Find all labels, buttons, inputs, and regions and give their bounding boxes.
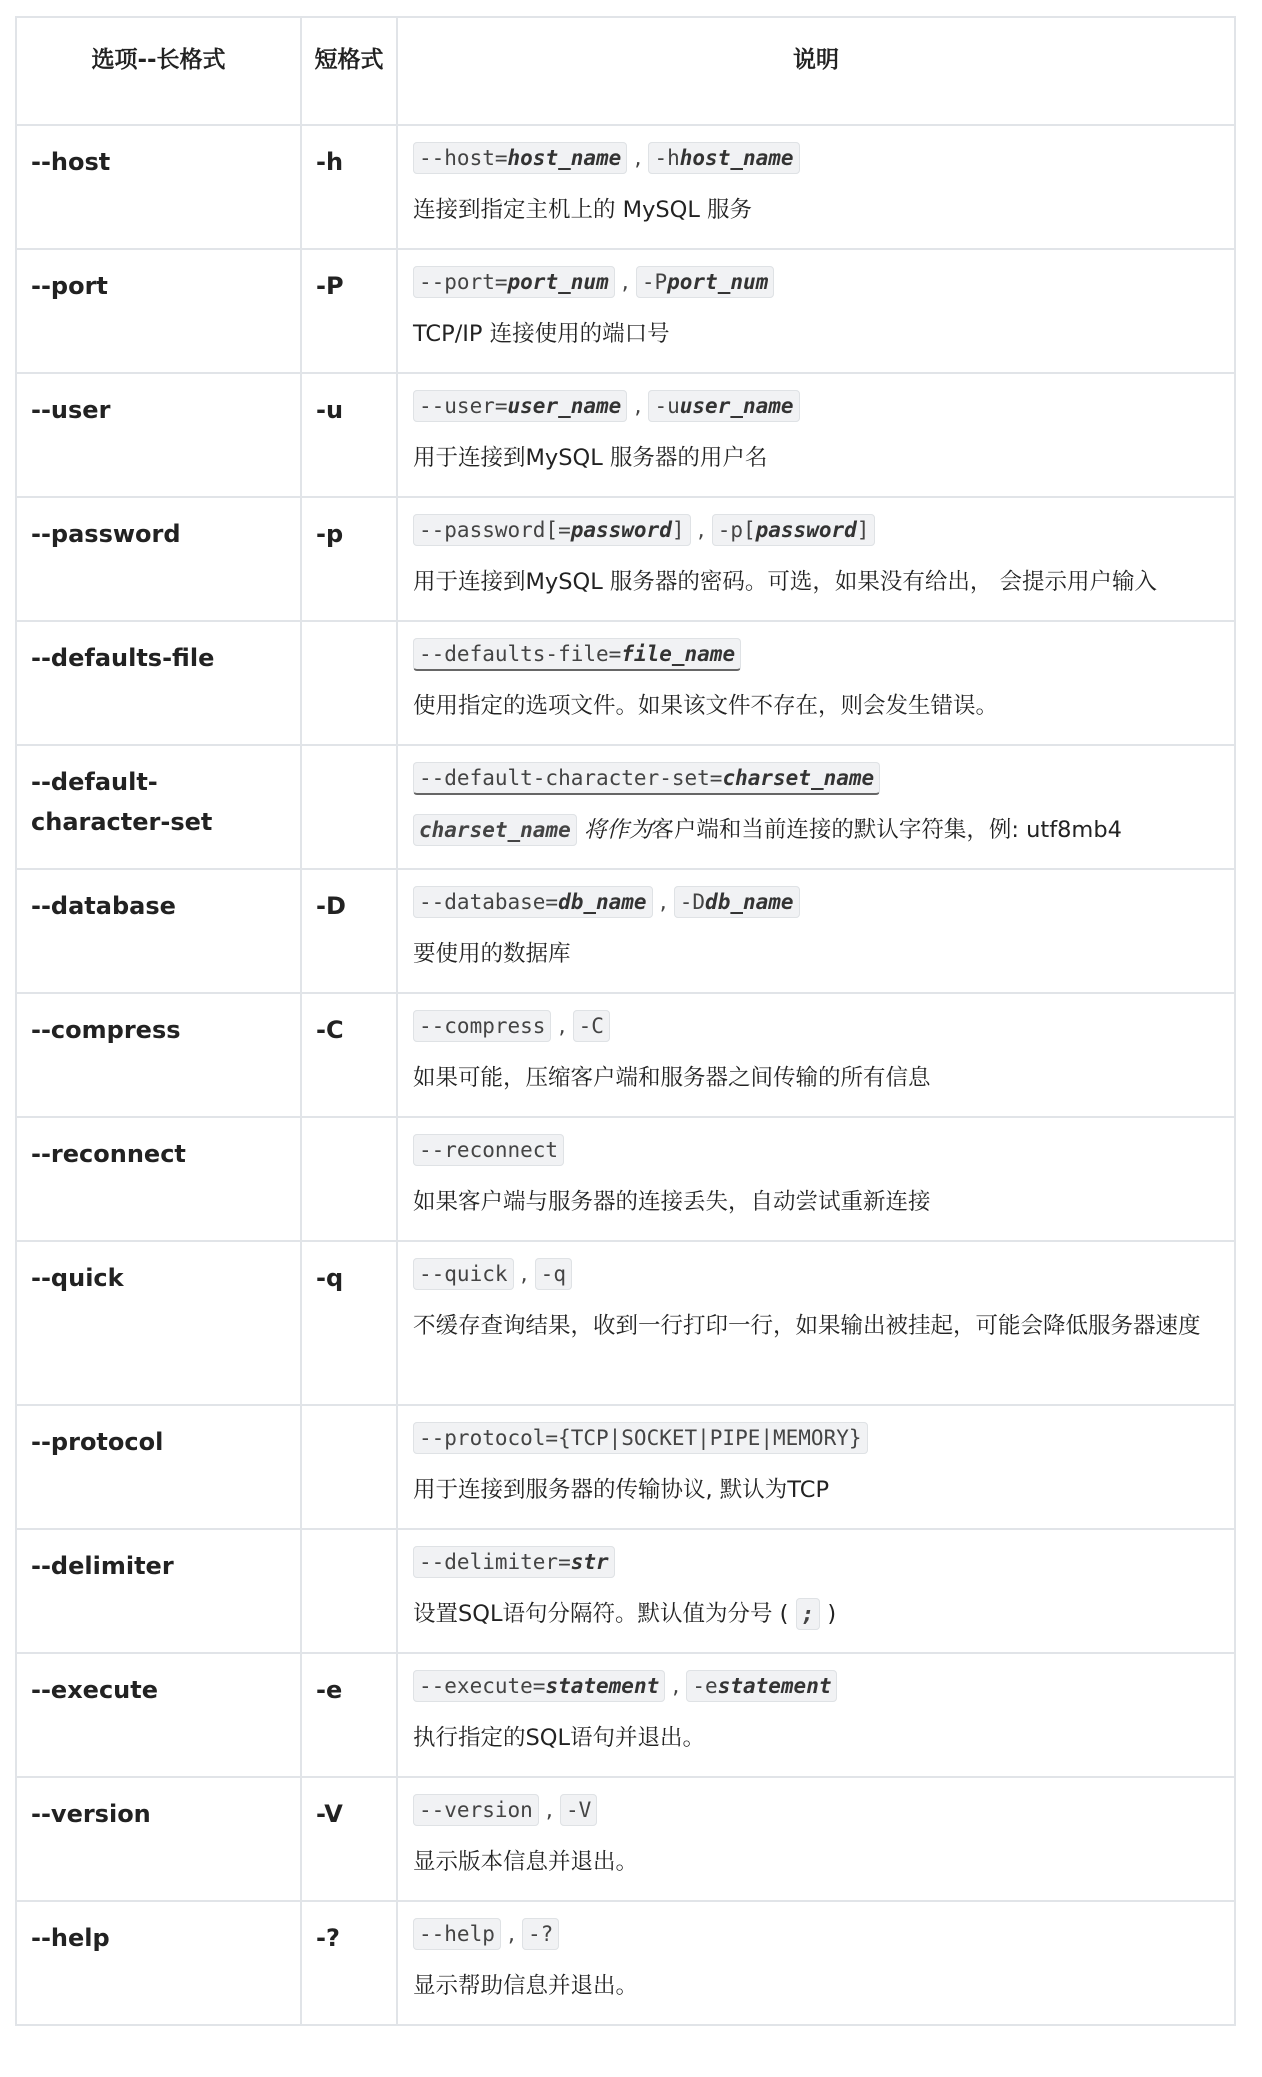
header-long-format: 选项--长格式 bbox=[16, 17, 301, 125]
syntax-code bbox=[413, 514, 691, 546]
syntax-argument: user_name bbox=[679, 394, 794, 418]
option-description bbox=[413, 1966, 1220, 2006]
option-short-cell: -e bbox=[301, 1653, 397, 1777]
table-row bbox=[16, 621, 1235, 745]
description-text: ) bbox=[820, 1601, 837, 1627]
option-syntax bbox=[413, 1006, 1220, 1046]
syntax-suffix: ] bbox=[856, 518, 870, 542]
option-long-cell: --compress bbox=[16, 993, 301, 1117]
option-description bbox=[413, 314, 1220, 354]
option-description bbox=[413, 1182, 1220, 1222]
table-row bbox=[16, 1529, 1235, 1653]
option-syntax bbox=[413, 386, 1220, 426]
syntax-argument: user_name bbox=[507, 394, 622, 418]
syntax-separator: , bbox=[672, 1673, 680, 1699]
option-description-cell bbox=[397, 869, 1235, 993]
option-long-cell: --database bbox=[16, 869, 301, 993]
syntax-code bbox=[413, 1258, 514, 1290]
syntax-argument: db_name bbox=[558, 890, 647, 914]
syntax-argument: statement bbox=[717, 1674, 832, 1698]
option-long-cell: --user bbox=[16, 373, 301, 497]
option-short-cell bbox=[301, 1529, 397, 1653]
option-syntax bbox=[413, 1666, 1220, 1706]
option-short-cell: -h bbox=[301, 125, 397, 249]
option-long-cell: --host bbox=[16, 125, 301, 249]
option-description-cell bbox=[397, 1653, 1235, 1777]
option-long-cell: --port bbox=[16, 249, 301, 373]
syntax-flag: -D bbox=[679, 890, 706, 914]
option-description bbox=[413, 190, 1220, 230]
syntax-flag: --quick bbox=[419, 1262, 508, 1286]
table-row bbox=[16, 1777, 1235, 1901]
description-text: 将作为 bbox=[576, 817, 652, 843]
option-syntax bbox=[413, 758, 1220, 798]
syntax-flag: -q bbox=[540, 1262, 566, 1286]
table-row bbox=[16, 1117, 1235, 1241]
syntax-code bbox=[413, 1010, 551, 1042]
table-row bbox=[16, 1901, 1235, 2025]
option-syntax bbox=[413, 138, 1220, 178]
header-short-format: 短格式 bbox=[301, 17, 397, 125]
syntax-flag: --version bbox=[419, 1798, 533, 1822]
description-text: 显示版本信息并退出。 bbox=[413, 1849, 639, 1875]
table-row bbox=[16, 373, 1235, 497]
option-description bbox=[413, 1470, 1220, 1510]
description-text: 设置SQL语句分隔符。默认值为分号 ( bbox=[413, 1601, 796, 1627]
option-long-cell: --protocol bbox=[16, 1405, 301, 1529]
option-short-cell bbox=[301, 1117, 397, 1241]
syntax-flag: --protocol={TCP|SOCKET|PIPE|MEMORY} bbox=[419, 1426, 862, 1450]
syntax-separator: , bbox=[621, 269, 629, 295]
table-row bbox=[16, 1405, 1235, 1529]
table-row bbox=[16, 1241, 1235, 1405]
option-description bbox=[413, 1842, 1220, 1882]
syntax-separator: , bbox=[507, 1921, 516, 1947]
option-long-cell: --execute bbox=[16, 1653, 301, 1777]
table-row bbox=[16, 745, 1235, 869]
syntax-code bbox=[413, 1546, 615, 1578]
option-syntax bbox=[413, 1418, 1220, 1458]
syntax-code bbox=[413, 886, 653, 918]
option-description bbox=[413, 1058, 1220, 1098]
syntax-separator: , bbox=[558, 1013, 566, 1039]
syntax-code bbox=[522, 1918, 559, 1950]
description-text: 客户端和当前连接的默认字符集，例: utf8mb4 bbox=[651, 817, 1122, 843]
syntax-separator: , bbox=[697, 517, 705, 543]
options-table-container bbox=[15, 16, 1234, 2026]
syntax-argument: host_name bbox=[507, 146, 622, 170]
inline-code: charset_name bbox=[413, 814, 577, 846]
option-long-cell: --help bbox=[16, 1901, 301, 2025]
option-description-cell bbox=[397, 745, 1235, 869]
table-row bbox=[16, 249, 1235, 373]
option-description-cell bbox=[397, 1117, 1235, 1241]
syntax-flag: -V bbox=[565, 1798, 592, 1822]
syntax-code bbox=[413, 1918, 501, 1950]
option-syntax bbox=[413, 1790, 1220, 1830]
option-description-cell bbox=[397, 621, 1235, 745]
option-description-cell bbox=[397, 1529, 1235, 1653]
option-description bbox=[413, 438, 1220, 478]
syntax-argument: file_name bbox=[621, 642, 736, 666]
option-short-cell: -C bbox=[301, 993, 397, 1117]
syntax-flag: -p[ bbox=[717, 518, 756, 542]
syntax-flag: --port= bbox=[419, 270, 508, 294]
option-syntax bbox=[413, 1254, 1220, 1294]
syntax-flag: --execute= bbox=[419, 1674, 546, 1698]
option-long-cell: --password bbox=[16, 497, 301, 621]
option-short-cell: -V bbox=[301, 1777, 397, 1901]
option-description-cell bbox=[397, 1777, 1235, 1901]
option-description-cell bbox=[397, 1405, 1235, 1529]
syntax-code bbox=[648, 390, 799, 422]
syntax-argument: password bbox=[755, 518, 857, 542]
syntax-code bbox=[413, 762, 880, 795]
description-text: 要使用的数据库 bbox=[413, 941, 571, 967]
description-text: 使用指定的选项文件。如果该文件不存在，则会发生错误。 bbox=[413, 693, 999, 719]
syntax-code bbox=[413, 142, 627, 174]
option-syntax bbox=[413, 634, 1220, 674]
option-long-cell: --reconnect bbox=[16, 1117, 301, 1241]
syntax-code bbox=[413, 1670, 665, 1702]
option-short-cell: -q bbox=[301, 1241, 397, 1405]
option-short-cell bbox=[301, 745, 397, 869]
syntax-argument: statement bbox=[545, 1674, 660, 1698]
syntax-separator: , bbox=[520, 1261, 528, 1287]
syntax-flag: --reconnect bbox=[419, 1138, 559, 1162]
syntax-flag: -? bbox=[528, 1922, 554, 1946]
description-text: 用于连接到服务器的传输协议, 默认为TCP bbox=[413, 1477, 830, 1503]
syntax-flag: --defaults-file= bbox=[419, 642, 622, 666]
table-row bbox=[16, 869, 1235, 993]
syntax-flag: --default-character-set= bbox=[419, 766, 723, 790]
option-short-cell bbox=[301, 1405, 397, 1529]
option-long-cell: --version bbox=[16, 1777, 301, 1901]
syntax-code bbox=[636, 266, 774, 298]
syntax-flag: --delimiter= bbox=[419, 1550, 571, 1574]
syntax-flag: -P bbox=[641, 270, 668, 294]
option-short-cell: -p bbox=[301, 497, 397, 621]
description-text: TCP/IP 连接使用的端口号 bbox=[413, 321, 670, 347]
option-description-cell bbox=[397, 249, 1235, 373]
syntax-code bbox=[573, 1010, 610, 1042]
option-long-cell: --delimiter bbox=[16, 1529, 301, 1653]
option-description-cell bbox=[397, 1241, 1235, 1405]
description-text: 连接到指定主机上的 MySQL 服务 bbox=[413, 197, 753, 223]
option-syntax bbox=[413, 510, 1220, 550]
option-syntax bbox=[413, 262, 1220, 302]
syntax-flag: -u bbox=[654, 394, 680, 418]
option-short-cell: -D bbox=[301, 869, 397, 993]
option-description-cell bbox=[397, 993, 1235, 1117]
syntax-code bbox=[686, 1670, 837, 1702]
option-syntax bbox=[413, 882, 1220, 922]
option-description-cell bbox=[397, 1901, 1235, 2025]
syntax-flag: --compress bbox=[419, 1014, 546, 1038]
syntax-argument: charset_name bbox=[722, 766, 875, 790]
syntax-separator: , bbox=[634, 393, 642, 419]
syntax-flag: --password[= bbox=[419, 518, 571, 542]
description-text: 如果可能，压缩客户端和服务器之间传输的所有信息 bbox=[413, 1065, 931, 1091]
option-description bbox=[413, 686, 1220, 726]
syntax-code bbox=[413, 1422, 868, 1454]
syntax-code bbox=[413, 390, 627, 422]
description-text: 如果客户端与服务器的连接丢失，自动尝试重新连接 bbox=[413, 1189, 931, 1215]
syntax-flag: -e bbox=[692, 1674, 718, 1698]
option-description bbox=[413, 1306, 1220, 1346]
syntax-code bbox=[535, 1258, 572, 1290]
syntax-code bbox=[413, 638, 741, 671]
option-long-cell: --quick bbox=[16, 1241, 301, 1405]
syntax-separator: , bbox=[634, 145, 642, 171]
option-syntax bbox=[413, 1130, 1220, 1170]
option-short-cell bbox=[301, 621, 397, 745]
option-description bbox=[413, 1718, 1220, 1758]
syntax-flag: --database= bbox=[419, 890, 559, 914]
table-body bbox=[16, 125, 1235, 2025]
inline-code: ; bbox=[796, 1598, 821, 1630]
syntax-code bbox=[413, 1134, 564, 1166]
syntax-argument: port_num bbox=[507, 270, 609, 294]
syntax-flag: --help bbox=[419, 1922, 495, 1946]
syntax-argument: str bbox=[570, 1550, 609, 1574]
syntax-flag: -h bbox=[654, 146, 680, 170]
option-long-cell: --defaults-file bbox=[16, 621, 301, 745]
syntax-suffix: ] bbox=[671, 518, 685, 542]
mysql-options-table bbox=[15, 16, 1236, 2026]
option-description-cell bbox=[397, 497, 1235, 621]
option-short-cell: -? bbox=[301, 1901, 397, 2025]
table-row bbox=[16, 1653, 1235, 1777]
option-description bbox=[413, 810, 1220, 850]
header-description: 说明 bbox=[397, 17, 1235, 125]
syntax-code bbox=[712, 514, 876, 546]
syntax-flag: --user= bbox=[419, 394, 508, 418]
option-short-cell: -u bbox=[301, 373, 397, 497]
syntax-argument: password bbox=[570, 518, 672, 542]
syntax-argument: db_name bbox=[705, 890, 794, 914]
description-text: 执行指定的SQL语句并退出。 bbox=[413, 1725, 706, 1751]
description-text: 用于连接到MySQL 服务器的用户名 bbox=[413, 445, 768, 471]
description-text: 显示帮助信息并退出。 bbox=[413, 1973, 639, 1999]
option-description bbox=[413, 1594, 1220, 1634]
option-syntax bbox=[413, 1914, 1220, 1954]
option-description bbox=[413, 562, 1220, 602]
option-description-cell bbox=[397, 373, 1235, 497]
syntax-code bbox=[413, 266, 615, 298]
syntax-argument: host_name bbox=[679, 146, 794, 170]
syntax-code bbox=[674, 886, 800, 918]
table-row bbox=[16, 993, 1235, 1117]
syntax-code bbox=[560, 1794, 597, 1826]
syntax-flag: --host= bbox=[419, 146, 508, 170]
description-text: 不缓存查询结果，收到一行打印一行，如果输出被挂起，可能会降低服务器速度 bbox=[413, 1313, 1201, 1339]
syntax-argument: port_num bbox=[667, 270, 769, 294]
syntax-separator: , bbox=[545, 1797, 553, 1823]
syntax-code bbox=[413, 1794, 539, 1826]
syntax-flag: -C bbox=[578, 1014, 604, 1038]
table-row bbox=[16, 125, 1235, 249]
syntax-code bbox=[648, 142, 799, 174]
option-short-cell: -P bbox=[301, 249, 397, 373]
option-long-cell: --default-character-set bbox=[16, 745, 301, 869]
description-text: 用于连接到MySQL 服务器的密码。可选，如果没有给出， 会提示用户输入 bbox=[413, 569, 1158, 595]
option-description-cell bbox=[397, 125, 1235, 249]
option-description bbox=[413, 934, 1220, 974]
option-syntax bbox=[413, 1542, 1220, 1582]
syntax-separator: , bbox=[659, 889, 667, 915]
table-row bbox=[16, 497, 1235, 621]
table-header-row bbox=[16, 17, 1235, 125]
